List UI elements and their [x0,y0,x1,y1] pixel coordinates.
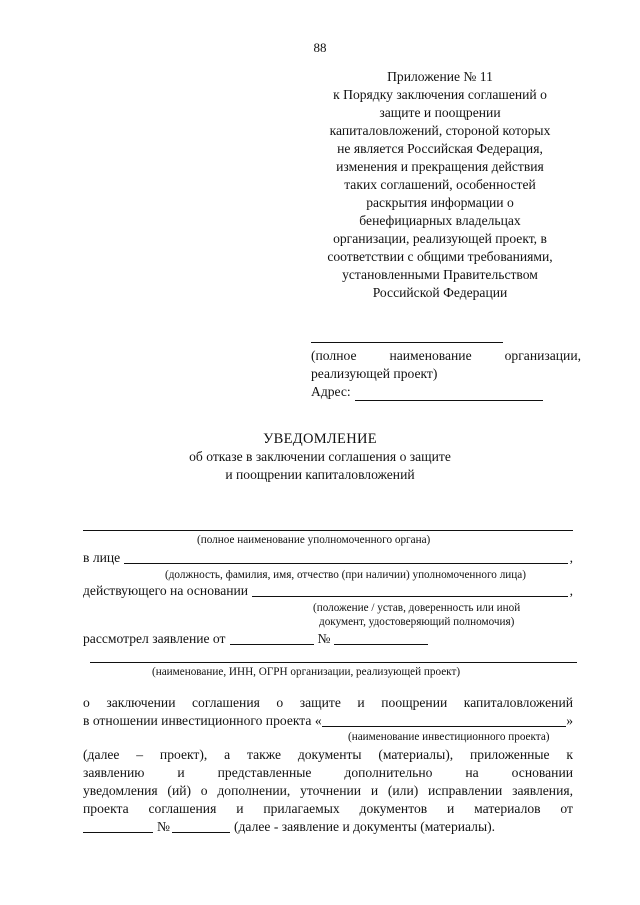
basis-label: действующего на основании [83,583,249,598]
appendix-line: бенефициарных владельцах [359,213,521,228]
paragraph-line: заявлению и представленные дополнительно на основании [83,765,573,780]
organization-caption: (наименование, ИНН, ОГРН организации, реализующей проект) [152,666,461,678]
application-number-field[interactable] [334,630,428,645]
documents-date-field[interactable] [83,818,153,833]
address-label: Адрес: [311,384,351,399]
reviewed-label: рассмотрел заявление от [83,631,226,646]
application-date-field[interactable] [230,630,314,645]
person-caption: (должность, фамилия, имя, отчество (при наличии) уполномоченного лица) [165,569,526,581]
project-prefix: в отношении инвестиционного проекта « [83,713,322,728]
notice-subtitle: об отказе в заключении соглашения о защите [189,449,451,464]
recipient-caption: (полное наименование организации, [311,348,581,363]
documents-number-field[interactable] [172,818,230,833]
organization-section [90,648,577,679]
reviewed-row [83,630,573,648]
address-field[interactable] [355,386,543,401]
appendix-header [300,68,580,302]
appendix-line: установленными Правительством [342,267,538,282]
page-number: 88 [313,40,327,55]
appendix-line: раскрытия информации о [366,195,514,210]
notice-subtitle-cont: и поощрении капиталовложений [225,467,415,482]
authority-section [83,516,573,547]
basis-field[interactable] [252,582,568,597]
appendix-line: не является Российская Федерация, [337,141,543,156]
project-row [83,712,573,730]
appendix-line: таких соглашений, особенностей [344,177,536,192]
project-name-field[interactable] [322,712,567,727]
person-field[interactable] [124,549,567,564]
appendix-line: капиталовложений, стороной которых [329,123,551,138]
documents-paragraph [83,746,573,836]
project-paragraph [83,694,573,744]
recipient-block [311,330,581,401]
project-suffix: » [566,713,573,728]
appendix-line: соответствии с общими требованиями, [327,249,553,264]
reviewed-section [83,630,573,648]
basis-section [83,582,573,629]
final-text: (далее - заявление и документы (материалы). [233,819,496,834]
number-sign: № [317,631,331,646]
appendix-line: изменения и прекращения действия [336,159,544,174]
paragraph-line: о заключении соглашения о защите и поощрении капиталовложений [83,695,573,710]
recipient-caption-cont: реализующей проект) [311,366,438,381]
basis-comma: , [569,583,573,598]
person-section [83,549,573,582]
authority-caption: (полное наименование уполномоченного органа) [197,534,431,546]
paragraph-line: (далее – проект), а также документы (материалы), приложенные к [83,747,573,762]
person-comma: , [569,550,573,565]
basis-row [83,582,573,600]
person-label: в лице [83,550,121,565]
paragraph-line: проекта соглашения и прилагаемых документов и материалов от [83,801,573,816]
basis-caption: (положение / устав, доверенность или иной [313,602,521,614]
appendix-line: Приложение № 11 [387,69,493,84]
person-row [83,549,573,567]
appendix-line: Российской Федерации [372,285,508,300]
notice-title-block [0,430,640,484]
basis-caption-cont: документ, удостоверяющий полномочия) [319,616,515,628]
organization-field[interactable] [90,648,577,663]
authority-name-field[interactable] [83,516,573,531]
final-number-sign: № [157,819,170,834]
recipient-address-row [311,383,581,401]
final-row [83,818,573,836]
paragraph-line: уведомления (ий) о дополнении, уточнении и (или) исправлении заявления, [83,783,573,798]
recipient-name-field[interactable] [311,330,503,343]
appendix-line: организации, реализующей проект, в [333,231,547,246]
appendix-line: к Порядку заключения соглашений о [333,87,547,102]
project-caption: (наименование инвестиционного проекта) [348,731,550,743]
notice-title: УВЕДОМЛЕНИЕ [263,431,377,447]
appendix-line: защите и поощрении [379,105,501,120]
